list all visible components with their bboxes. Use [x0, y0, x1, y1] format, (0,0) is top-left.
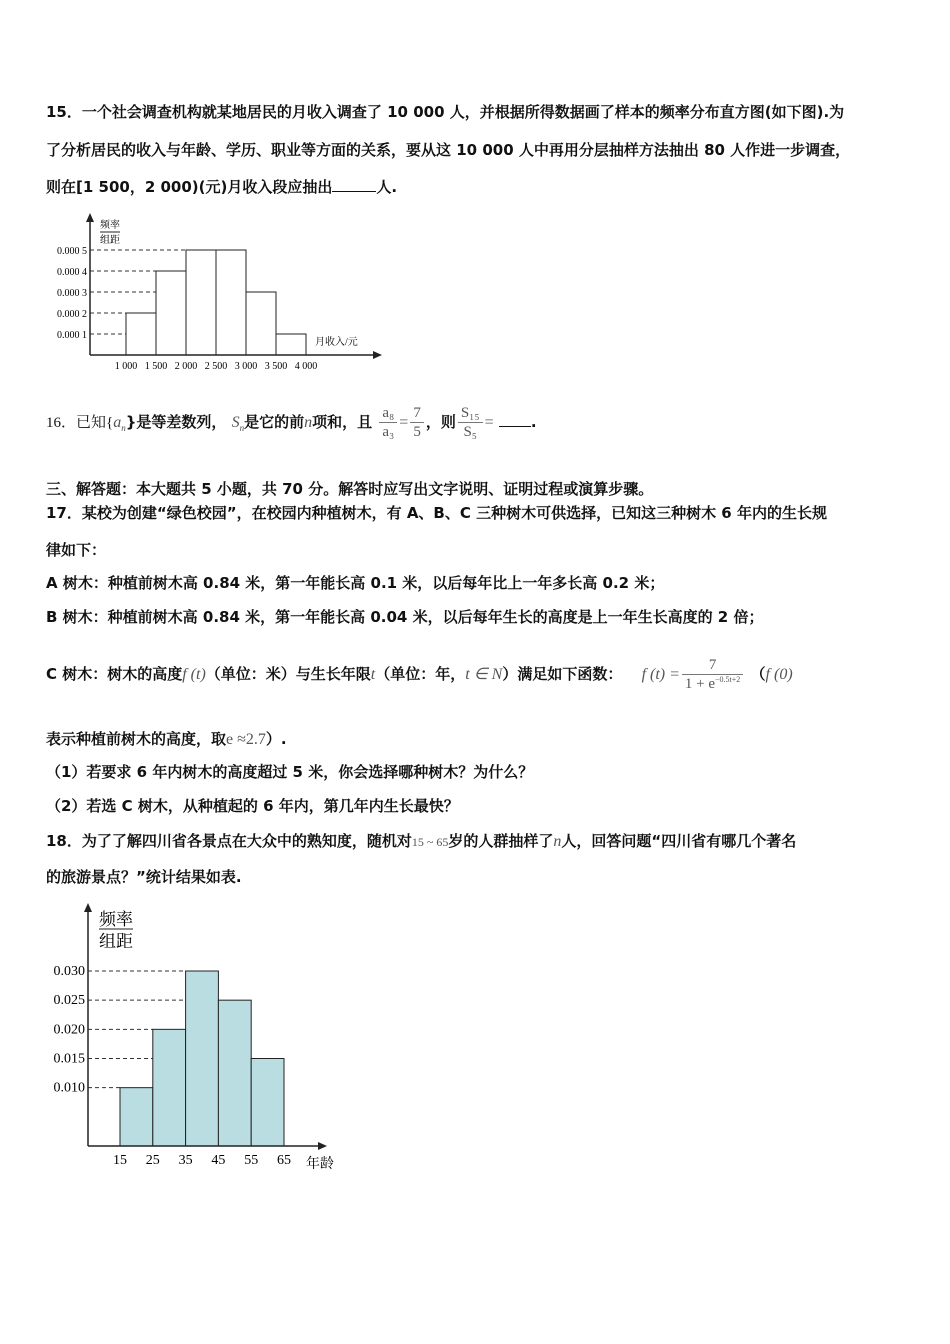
histogram-bar	[186, 250, 216, 355]
histogram-bar	[186, 971, 219, 1146]
y-tick-label: 0.000 1	[57, 330, 87, 341]
x-axis-label: 月收入/元	[315, 337, 358, 348]
y-label-top: 频率	[100, 220, 120, 231]
y-axis-arrow	[84, 903, 92, 912]
x-tick-label: 3 500	[264, 361, 288, 372]
fraction-a8-a3: $\frac{\text{a₈}}{\text{a₃}}$	[379, 404, 397, 441]
x-axis-label: 年龄	[306, 1157, 334, 1172]
period: .	[530, 413, 537, 431]
a-n: $a_n$	[113, 414, 126, 434]
q17-part1: （1）若要求 6 年内树木的高度超过 5 米，你会选择哪种树木？为什么？	[46, 763, 534, 781]
q18-line1	[46, 831, 796, 852]
q15-line2: 了分析居民的收入与年龄、学历、职业等方面的关系，要从这 10 000 人中再用分层抽样方法抽出 80 人作进一步调查，	[46, 141, 851, 159]
y-tick-label: 0.030	[53, 964, 85, 979]
histogram-bar	[218, 1000, 251, 1146]
q17-b-tree: B 树木：种植前树木高 0.84 米，第一年能长高 0.04 米，以后每年生长的高度是上一年生长高度的 2 倍；	[46, 608, 764, 626]
e-approx: e ≈2.7	[226, 731, 266, 748]
x-tick-label: 55	[244, 1153, 259, 1168]
q17-c-line2	[46, 729, 287, 750]
age-histogram	[40, 895, 350, 1180]
x-tick-label: 35	[178, 1153, 193, 1168]
n-var: n	[553, 833, 562, 850]
answer-blank	[499, 412, 531, 427]
c-line2-post: ）.	[265, 730, 287, 748]
y-tick-label: 0.000 2	[57, 309, 87, 320]
f-t: f (t)	[182, 666, 206, 683]
n-var: n	[304, 414, 313, 431]
histogram-bar	[156, 271, 186, 355]
x-axis-arrow	[318, 1142, 327, 1150]
y-axis-arrow	[86, 213, 94, 222]
y-tick-label: 0.020	[53, 1022, 85, 1038]
q18-line2: 的旅游景点？”统计结果如表.	[46, 868, 242, 886]
histogram-bar	[216, 250, 246, 355]
histogram-bar	[153, 1029, 186, 1146]
c-mid1: （单位：米）与生长年限	[205, 665, 371, 683]
income-histogram	[40, 210, 400, 375]
q16-line	[46, 400, 537, 445]
c-post: （	[750, 665, 766, 683]
y-tick-label: 0.000 3	[57, 288, 87, 299]
t-var: t	[370, 666, 376, 683]
x-tick-label: 1 500	[144, 361, 168, 372]
y-label-bottom: 组距	[100, 235, 120, 246]
equals: =	[399, 414, 409, 431]
function-fraction: $\frac{7}{1 + e^{-0.5t+2}}$	[682, 656, 743, 693]
y-label-top: 频率	[99, 910, 133, 929]
c-mid3: ）满足如下函数：	[502, 665, 623, 683]
x-tick-label: 1 000	[114, 361, 138, 372]
q16-mid1: }是等差数列，	[125, 413, 227, 431]
q16-mid2: 是它的前	[244, 413, 305, 431]
x-tick-label: 25	[145, 1153, 160, 1168]
histogram-bar	[251, 1059, 284, 1147]
x-tick-label: 2 000	[174, 361, 198, 372]
c-line2-pre: 表示种植前树木的高度，取	[46, 730, 227, 748]
histogram-bar	[120, 1088, 153, 1146]
x-axis-arrow	[373, 351, 382, 359]
q18-post: 人，回答问题“四川省有哪几个著名	[561, 832, 797, 850]
fraction-7-5: $\frac{7}{5}$	[410, 404, 424, 441]
q18-pre: 18．为了了解四川省各景点在大众中的熟知度，随机对	[46, 832, 412, 850]
x-tick-label: 65	[277, 1153, 291, 1168]
histogram-bar	[246, 292, 276, 355]
x-tick-label: 2 500	[204, 361, 228, 372]
t-in-n: t ∈ N	[465, 666, 503, 683]
q15-line3	[46, 177, 397, 197]
answer-blank	[332, 177, 376, 192]
f-lhs: f (t) =	[641, 666, 680, 683]
y-label-bottom: 组距	[99, 932, 133, 951]
f-0: f (0)	[765, 666, 793, 683]
q17-c-tree	[46, 652, 793, 697]
x-tick-label: 4 000	[294, 361, 318, 372]
fraction-s15-s5: $\frac{\text{S₁₅}}{\text{S₅}}$	[458, 404, 483, 441]
x-tick-label: 3 000	[234, 361, 258, 372]
section-3-heading: 三、解答题：本大题共 5 小题，共 70 分。解答时应写出文字说明、证明过程或演算步骤。	[46, 480, 654, 498]
q17-a-tree: A 树木：种植前树木高 0.84 米，第一年能长高 0.1 米，以后每年比上一年多长高 0.2 米；	[46, 574, 665, 592]
y-tick-label: 0.000 4	[57, 267, 87, 278]
y-tick-label: 0.010	[53, 1080, 85, 1096]
q15-line3-pre: 则在[1 500，2 000)(元)月收入段应抽出	[46, 178, 333, 196]
equals: =	[484, 414, 494, 431]
q18-mid: 岁的人群抽样了	[448, 832, 554, 850]
x-tick-label: 45	[211, 1153, 226, 1168]
y-tick-label: 0.025	[53, 993, 85, 1009]
q15-line1: 15．一个社会调查机构就某地居民的月收入调查了 10 000 人，并根据所得数据画了样本的频率分布直方图(如下图).为	[46, 103, 845, 121]
c-pre: C 树木：树木的高度	[46, 665, 183, 683]
q16-mid4: ，则	[425, 413, 456, 431]
q17-part2: （2）若选 C 树木，从种植起的 6 年内，第几年内生长最快？	[46, 797, 459, 815]
x-tick-label: 15	[113, 1153, 127, 1168]
c-mid2: （单位：年，	[375, 665, 466, 683]
age-range: 15 ~ 65	[411, 835, 449, 849]
q17-line1: 17．某校为创建“绿色校园”，在校园内种植树木，有 A、B、C 三种树木可供选择，已知这三种树木 6 年内的生长规	[46, 504, 827, 522]
s-n: $S_n$	[231, 414, 245, 434]
q16-mid3: 项和，且	[312, 413, 373, 431]
histogram-bar	[276, 334, 306, 355]
q16-pre: 16．已知{	[46, 415, 114, 431]
y-tick-label: 0.015	[53, 1051, 85, 1067]
histogram-bar	[126, 313, 156, 355]
q17-line2: 律如下：	[46, 541, 107, 559]
q15-line3-post: 人.	[376, 178, 398, 196]
y-tick-label: 0.000 5	[57, 246, 87, 257]
